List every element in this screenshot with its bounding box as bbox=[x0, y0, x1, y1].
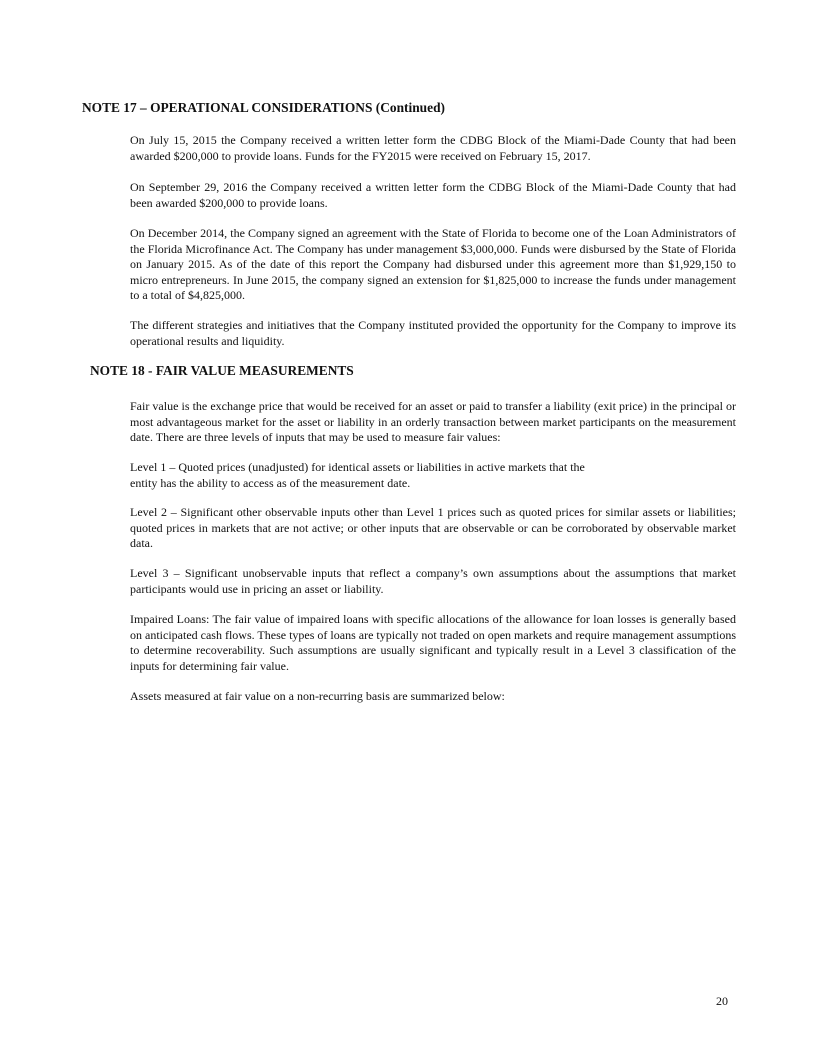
note17-paragraph-cdbg-2016: On September 29, 2016 the Company received a written letter form the CDBG Block of the Miami-Dade County that had been awarded $200,000 to provide loans. bbox=[130, 180, 736, 210]
note17-paragraph-cdbg-2015: On July 15, 2015 the Company received a written letter form the CDBG Block of the Miami-Dade County that had been awarded $200,000 to provide loans. Funds for the FY2015 were received on February 15, 2017. bbox=[130, 133, 736, 163]
level1-line-2: entity has the ability to access as of the measurement date. bbox=[130, 475, 411, 490]
note18-paragraph-level2: Level 2 – Significant other observable inputs other than Level 1 prices such as quoted prices for similar assets or liabilities; quoted prices in markets that are not active; or other inputs that are observable or can be corroborated by observable market data. bbox=[130, 505, 736, 551]
note18-paragraph-level3: Level 3 – Significant unobservable inputs that reflect a company’s own assumptions about the assumptions that market participants would use in pricing an asset or liability. bbox=[130, 566, 736, 596]
note18-paragraph-level1 bbox=[130, 460, 736, 491]
note17-paragraph-strategies: The different strategies and initiatives that the Company instituted provided the opportunity for the Company to improve its operational results and liquidity. bbox=[130, 318, 736, 348]
note18-paragraph-impaired-loans: Impaired Loans: The fair value of impaired loans with specific allocations of the allowance for loan losses is generally based on anticipated cash flows. These types of loans are typically not traded on open markets and require management assumptions to determine recoverability. Such assumptions are usually significant and typically result in a Level 3 classification of the inputs for determining fair value. bbox=[130, 612, 736, 673]
note18-paragraph-intro: Fair value is the exchange price that would be received for an asset or paid to transfer a liability (exit price) in the principal or most advantageous market for the asset or liability in an orderly transaction between market participants on the measurement date. There are three levels of inputs that may be used to measure fair values: bbox=[130, 399, 736, 445]
page-number: 20 bbox=[716, 994, 728, 1008]
note18-heading: NOTE 18 - FAIR VALUE MEASUREMENTS bbox=[90, 363, 354, 378]
note18-paragraph-assets-summary: Assets measured at fair value on a non-recurring basis are summarized below: bbox=[130, 689, 505, 703]
note17-paragraph-florida-microfinance: On December 2014, the Company signed an agreement with the State of Florida to become one of the Loan Administrators of the Florida Microfinance Act. The Company has under management $3,000,000. Funds were disbursed by the State of Florida on January 2015. As of the date of this report the Company had disbursed under this agreement more than $1,929,150 to micro entrepreneurs. In June 2015, the company signed an extension for $1,825,000 to increase the funds under management to a total of $4,825,000. bbox=[130, 226, 736, 303]
level1-line-1: Level 1 – Quoted prices (unadjusted) for identical assets or liabilities in active markets that the bbox=[130, 460, 585, 474]
note17-heading: NOTE 17 – OPERATIONAL CONSIDERATIONS (Continued) bbox=[82, 100, 445, 115]
